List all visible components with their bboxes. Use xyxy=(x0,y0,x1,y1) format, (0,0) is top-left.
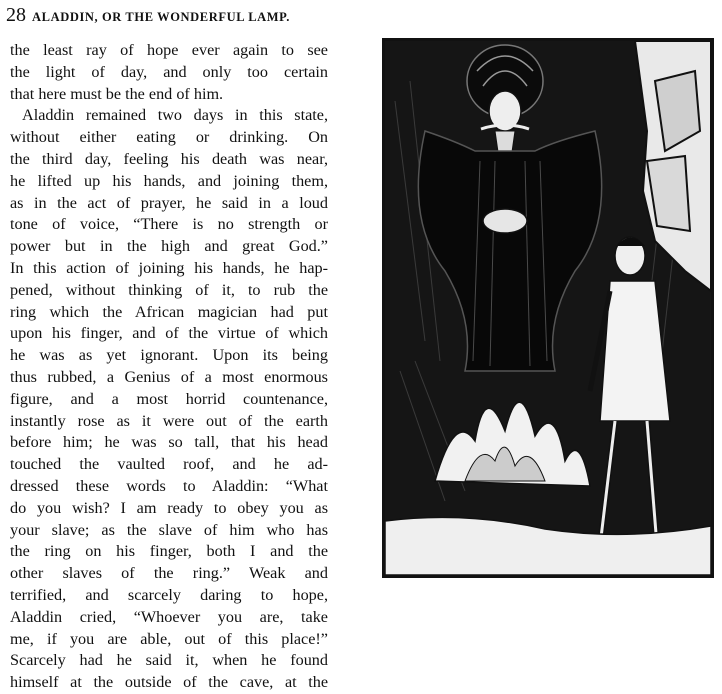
text-line: ring which the African magician had put xyxy=(10,302,328,321)
woodcut-drawing xyxy=(385,41,711,575)
text-line: tone of voice, “There is no strength or xyxy=(10,215,328,234)
text-line: before him; he was so tall, that his head xyxy=(10,433,328,452)
text-line: the ring on his finger, both I and the xyxy=(10,542,328,561)
text-line: the least ray of hope ever again to see xyxy=(10,41,328,59)
text-line: In this action of joining his hands, he hap- xyxy=(10,258,328,277)
text-line: your slave; as the slave of him who has xyxy=(10,520,328,539)
text-line: he lifted up his hands, and joining them, xyxy=(10,171,328,190)
text-line: the third day, feeling his death was near, xyxy=(10,149,328,168)
text-line: power but in the high and great God.” xyxy=(10,237,328,256)
text-line: dressed these words to Aladdin: “What xyxy=(10,476,328,495)
page-header xyxy=(6,4,366,26)
running-title: ALADDIN, OR THE WONDERFUL LAMP. xyxy=(32,10,290,24)
text-line: upon his finger, and of the virtue of which xyxy=(10,324,328,343)
body-text xyxy=(10,40,328,694)
text-line: Scarcely had he said it, when he found xyxy=(10,651,328,670)
text-line: that here must be the end of him. xyxy=(10,84,224,103)
text-line: he was as yet ignorant. Upon its being xyxy=(10,346,328,365)
text-line: Aladdin remained two days in this state, xyxy=(22,106,328,125)
text-line: other slaves of the ring.” Weak and xyxy=(10,564,328,583)
text-line: pened, without thinking of it, to rub the xyxy=(10,280,328,299)
text-line: the light of day, and only too certain xyxy=(10,62,328,81)
text-line: Aladdin cried, “Whoever you are, take xyxy=(10,607,328,626)
text-line: touched the vaulted roof, and he ad- xyxy=(10,455,328,474)
text-line: instantly rose as it were out of the earth xyxy=(10,411,328,430)
text-line: without either eating or drinking. On xyxy=(10,128,328,147)
text-line: himself at the outside of the cave, at the xyxy=(10,673,328,692)
text-line: thus rubbed, a Genius of a most enormous xyxy=(10,367,328,386)
text-line: me, if you are able, out of this place!” xyxy=(10,629,328,648)
page-number: 28 xyxy=(6,4,26,26)
genie-illustration xyxy=(382,38,714,578)
text-line: terrified, and scarcely daring to hope, xyxy=(10,585,328,604)
text-line: as in the act of prayer, he said in a loud xyxy=(10,193,328,212)
text-line: figure, and a most horrid countenance, xyxy=(10,389,328,408)
text-line: do you wish? I am ready to obey you as xyxy=(10,498,328,517)
